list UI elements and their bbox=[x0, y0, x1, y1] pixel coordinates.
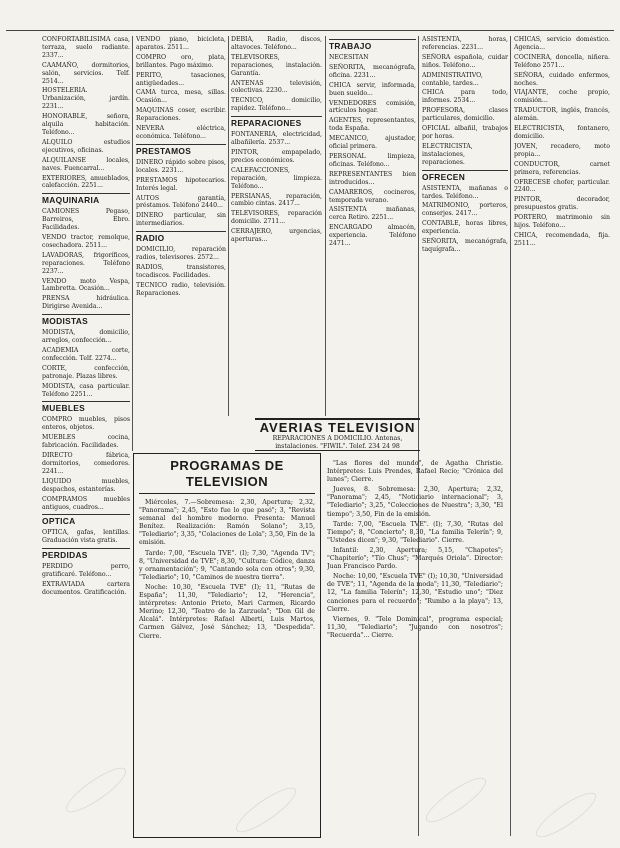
classified-ad: ASISTENTA, mañanas o tardes. Teléfono... bbox=[422, 184, 508, 200]
classified-ad: PERITO, tasaciones, antigüedades... bbox=[136, 71, 226, 87]
classified-column-2 bbox=[136, 36, 226, 448]
classified-ad: PERSIANAS, reparación, cambio cintas. 2417... bbox=[231, 192, 322, 208]
classified-ad: EXTERIORES, amueblados, calefacción. 2251... bbox=[42, 174, 130, 190]
section-header: RADIO bbox=[136, 231, 226, 244]
section-header: TRABAJO bbox=[329, 39, 416, 52]
classified-ad: ANTENAS televisión, colectivas. 2230... bbox=[231, 79, 322, 95]
classified-ad: MUEBLES cocina, fabricación. Facilidades. bbox=[42, 434, 130, 450]
classified-ad: TECNICO, domicilio, rapidez. Teléfono... bbox=[231, 97, 322, 113]
classified-ad: PINTOR, decorador, presupuestos gratis. bbox=[514, 196, 610, 212]
classified-column-3 bbox=[231, 36, 322, 416]
tv-paragraph: Infantil: 2,30, Apertura; 5,15, "Chapotes"; "Chapiterío"; "Tío Chus"; "Marqués Oriola". Director: Juan Francisco Pardo. bbox=[327, 546, 503, 571]
classified-column-4 bbox=[329, 36, 416, 414]
tv-programs-box bbox=[133, 453, 321, 838]
classified-ad: LAVADORAS, frigoríficos, reparaciones. Teléfono 2237... bbox=[42, 251, 130, 275]
classified-ad: MODISTA, domicilio, arreglos, confección... bbox=[42, 329, 130, 345]
classified-ad: TELEVISORES, reparación domicilio. 2711... bbox=[231, 210, 322, 226]
section-header: REPARACIONES bbox=[231, 116, 322, 129]
section-header: PRESTAMOS bbox=[136, 144, 226, 157]
tv-left-text bbox=[139, 499, 315, 641]
classified-ad: CHICA para todo, informes. 2534... bbox=[422, 89, 508, 105]
classified-ad: CHICA servir, informada, buen sueldo... bbox=[329, 81, 416, 97]
classified-ad: EXTRAVIADA cartera documentos. Gratificación. bbox=[42, 581, 130, 596]
column-rule bbox=[325, 36, 326, 416]
classified-ad: CAAMAÑO, dormitorios, salón, servicios. Telf. 2514... bbox=[42, 61, 130, 85]
classified-ad: ELECTRICISTA, fontanero, domicilio. bbox=[514, 125, 610, 140]
classified-ad: CAMA turca, mesa, sillas. Ocasión... bbox=[136, 89, 226, 105]
classified-ad: COMPRO oro, plata, brillantes. Pago máximo. bbox=[136, 53, 226, 69]
classified-ad: CHICA, recomendada, fija. 2511... bbox=[514, 231, 610, 247]
classified-ad: PERSONAL limpieza, oficinas. Teléfono... bbox=[329, 152, 416, 168]
classified-ad: CAMIONES Pegaso, Barreiros, Ebro. Facilidades. bbox=[42, 208, 130, 232]
classified-ad: CERRAJERO, urgencias, aperturas... bbox=[231, 228, 322, 244]
classified-ad: DOMICILIO, reparación radios, televisores. 2572... bbox=[136, 246, 226, 262]
classified-ad: MODISTA, casa particular. Teléfono 2251... bbox=[42, 382, 130, 398]
classified-ad: VENDEDORES comisión, artículos hogar. bbox=[329, 99, 416, 115]
classified-ad: TRADUCTOR, inglés, francés, alemán. bbox=[514, 107, 610, 123]
classified-ad: PRESTAMOS hipotecarios. Interés legal. bbox=[136, 176, 226, 192]
classified-ad: ACADEMIA corte, confección. Telf. 2274... bbox=[42, 347, 130, 362]
classified-ad: HONORABLE, señora, alquila habitación. Teléfono... bbox=[42, 113, 130, 136]
classified-ad: DEBIA, Radio, discos, altavoces. Teléfono... bbox=[231, 36, 322, 51]
classified-ad: MAQUINAS coser, escribir. Reparaciones. bbox=[136, 107, 226, 123]
classified-ad: NECESITAN bbox=[329, 54, 369, 61]
classified-ad: PORTERO, matrimonio sin hijos. Teléfono... bbox=[514, 214, 610, 230]
classified-ad: NEVERA eléctrica, económica. Teléfono... bbox=[136, 125, 226, 140]
section-header: MUEBLES bbox=[42, 401, 130, 414]
classified-ad: JOVEN, recadero, moto propia... bbox=[514, 142, 610, 158]
classified-ad: REPRESENTANTES bien introducidos... bbox=[329, 170, 416, 186]
column-rule bbox=[228, 36, 229, 416]
classified-ad: CHICAS, servicio doméstico. Agencia... bbox=[514, 36, 610, 51]
classified-ad: DIRECTO fábrica, dormitorios, comedores. 2241... bbox=[42, 452, 130, 475]
section-header: MAQUINARIA bbox=[42, 193, 130, 206]
tv-paragraph: Tarde: 7,00, "Escuela TVE". (I); 7,30, "Agenda TV"; 8, "Universidad de TVE"; 8,30, "Cultura: Códice, danza y ornamentación"; 9, "Cantando sola con otros"; 9,30, "Telediario"; 10, "Caminos de nuestra tierra". bbox=[139, 549, 315, 581]
classified-ad: ASISTENTA mañanas, cerca Retiro. 2251... bbox=[329, 206, 416, 222]
tv-paragraph: Jueves, 8. Sobremesa: 2,30, Apertura; 2,32, "Panorama"; 2,45, "Noticiario internacional"; 3, "Telediario"; 3,25, "Colecciones de Nuestra"; 3,30, "El tiempo"; 3,50, Fin de la emisión. bbox=[327, 486, 503, 518]
classified-ad: VENDO piano, bicicleta, aparatos. 2511... bbox=[136, 36, 226, 51]
classified-ad: AUTOS garantía, préstamos. Teléfono 2440... bbox=[136, 194, 226, 210]
classified-ad: LIQUIDO muebles, despachos, estanterías. bbox=[42, 477, 130, 493]
classified-ad: COMPRAMOS muebles antiguos, cuadros... bbox=[42, 495, 130, 511]
classified-ad: ELECTRICISTA, instalaciones, reparaciones. bbox=[422, 142, 473, 166]
classified-ad: SEÑORA, cuidado enfermos, noches. bbox=[514, 71, 610, 87]
masthead bbox=[0, 0, 620, 34]
classified-ad: OPTICA, gafas, lentillas. Graduación vista gratis. bbox=[42, 529, 130, 545]
classified-ad: ALQUILO estudios ejecutivos, oficinas. bbox=[42, 138, 130, 154]
classified-ad: CAMAREROS, cocineros, temporada verano. bbox=[329, 188, 416, 204]
classified-ad: ADMINISTRATIVO, contable, tardes... bbox=[422, 71, 483, 87]
classified-ad: MATRIMONIO, porteros, conserjes. 2417... bbox=[422, 202, 508, 218]
classified-ad: CONFORTABILISIMA casa, terraza, suelo radiante. 2337... bbox=[42, 36, 130, 59]
classified-ad: RADIOS, transistores, tocadiscos. Facilidades. bbox=[136, 263, 226, 279]
classified-ad: SEÑORITA, mecanógrafa, taquígrafa... bbox=[422, 238, 508, 253]
classified-ad: DINERO rápido sobre pisos, locales. 2231... bbox=[136, 158, 226, 174]
tv-title: PROGRAMAS DE TELEVISION bbox=[139, 458, 315, 494]
section-header: MODISTAS bbox=[42, 314, 130, 327]
classified-ad: COCINERA, doncella, niñera. Teléfono 2571... bbox=[514, 53, 610, 69]
classified-ad: HOSTELERIA. Urbanización, jardín. 2231... bbox=[42, 87, 130, 111]
classified-ad: MECANICO, ajustador, oficial primera. bbox=[329, 135, 416, 151]
classified-ad: CONDUCTOR, carnet primera, referencias. bbox=[514, 160, 610, 176]
classified-ad: PROFESORA, clases particulares, domicilio. bbox=[422, 107, 508, 123]
section-header: OFRECEN bbox=[422, 170, 508, 183]
classified-ad: OFICIAL albañil, trabajos por horas. bbox=[422, 125, 508, 140]
column-rule bbox=[132, 36, 133, 451]
classified-ad: VENDO tractor, remolque, cosechadora. 2511... bbox=[42, 234, 130, 249]
masthead-rule bbox=[6, 30, 614, 31]
classified-ad: COMPRO muebles, pisos enteros, objetos. bbox=[42, 416, 130, 432]
tv-paragraph: Noche: 10,30, "Escuela TVE" (I); 11, "Rutas de España"; 11,30, "Telediario"; 12, "Herencia", intérpretes: Antonio Prieto, Mari Carmen, Ricardo Merino; 12,30, "Teatro de la Zarzuela"; "Don Gil de Alcalá". Intérpretes: Rafael Alberti, Luis Martos, Carmen Gálvez, José Sánchez; 13, "Despedida". Cierre. bbox=[139, 583, 315, 640]
averias-subtitle: REPARACIONES A DOMICILIO. Antenas, instalaciones. "FIWIL". Telef. 234 24 98 bbox=[272, 435, 403, 450]
classified-ad: CORTE, confección, patronaje. Plazas libres. bbox=[42, 364, 130, 380]
section-header: PERDIDAS bbox=[42, 548, 130, 561]
classified-ad: PRENSA hidráulica. Dirigirse Avenida... bbox=[42, 295, 130, 311]
classified-ad: OFRECESE chofer, particular. 2240... bbox=[514, 178, 610, 194]
averias-ad bbox=[255, 418, 420, 451]
classified-ad: TECNICO radio, televisión. Reparaciones. bbox=[136, 281, 226, 297]
tv-paragraph: Noche: 10,00, "Escuela TVE" (I); 10,30, "Universidad de TVE"; 11, "Agenda de la moda"; 11,30, "Telediario"; 12, "La familia Telerín"; 12,30, "Estudio uno"; "Diez canciones para el recuerdo"; "Rumbo a la playa"; 13, Cierre. bbox=[327, 573, 503, 613]
classified-ad: CONTABLE, horas libres, experiencia. bbox=[422, 220, 508, 236]
classified-ad: DINERO particular, sin intermediarios. bbox=[136, 212, 226, 228]
tv-paragraph: Viernes, 9. "Tele Dominical", programa especial; 11,30, "Telediario"; "Jugando con nosotros"; "Recuerda"... Cierre. bbox=[327, 615, 503, 639]
classified-ad: FONTANERIA, electricidad, albañilería. 2537... bbox=[231, 131, 322, 147]
classified-ad: TELEVISORES, reparaciones, instalación. Garantía. bbox=[231, 53, 322, 77]
classified-ad: PINTOR, empapelado, precios económicos. bbox=[231, 148, 322, 164]
classified-ad: PERDIDO perro, gratificaré. Teléfono... bbox=[42, 563, 130, 579]
classified-ad: CALEFACCIONES, reparación, limpieza. Teléfono... bbox=[231, 166, 322, 190]
averias-title: AVERIAS TELEVISION bbox=[259, 420, 416, 435]
classified-ad: ENCARGADO almacén, experiencia. Teléfono 2471... bbox=[329, 224, 416, 248]
classified-column-6 bbox=[514, 36, 610, 836]
tv-paragraph: Miércoles, 7.—Sobremesa: 2,30, Apertura; 2,32, "Panorama"; 2,45, "Esto fue lo que pasó"; 3, "Revista semanal del hombre moderno. Presenta: Manuel Benítez. Realización: Ramón Solano"; 3,15, "Telediario"; 3,35, "Colaciones de Lola"; 3,50, Fin de la emisión. bbox=[139, 499, 315, 547]
column-rule bbox=[510, 36, 511, 836]
tv-paragraph: "Las flores del mundo", de Agatha Christie. Intérpretes: Luis Prendes, Rafael Recio; "Crónica del lunes"; Cierre. bbox=[327, 460, 503, 484]
classified-ad: SEÑORA española, cuidar niños. Teléfono... bbox=[422, 53, 508, 69]
classified-ad: ASISTENTA, horas, referencias. 2231... bbox=[422, 36, 508, 51]
classified-ad: SEÑORITA, mecanógrafa, oficina. 2231... bbox=[329, 63, 416, 79]
classified-ad: VIAJANTE, coche propio, comisión... bbox=[514, 89, 610, 105]
classified-column-1 bbox=[42, 36, 130, 836]
section-header: OPTICA bbox=[42, 514, 130, 527]
classified-ad: ALQUILANSE locales, naves. Fuencarral... bbox=[42, 156, 130, 172]
classified-ad: AGENTES, representantes, toda España. bbox=[329, 117, 416, 133]
tv-paragraph: Tarde: 7,00, "Escuela TVE". (I); 7,30, "Rutas del Tiempo"; 8, "Concierto"; 8,30, "La familia Telerín"; 9, "Ustedes dicen"; 9,30, "Telediario". Cierre. bbox=[327, 520, 503, 544]
classified-ad: VENDO moto Vespa, Lambretta. Ocasión... bbox=[42, 277, 130, 293]
